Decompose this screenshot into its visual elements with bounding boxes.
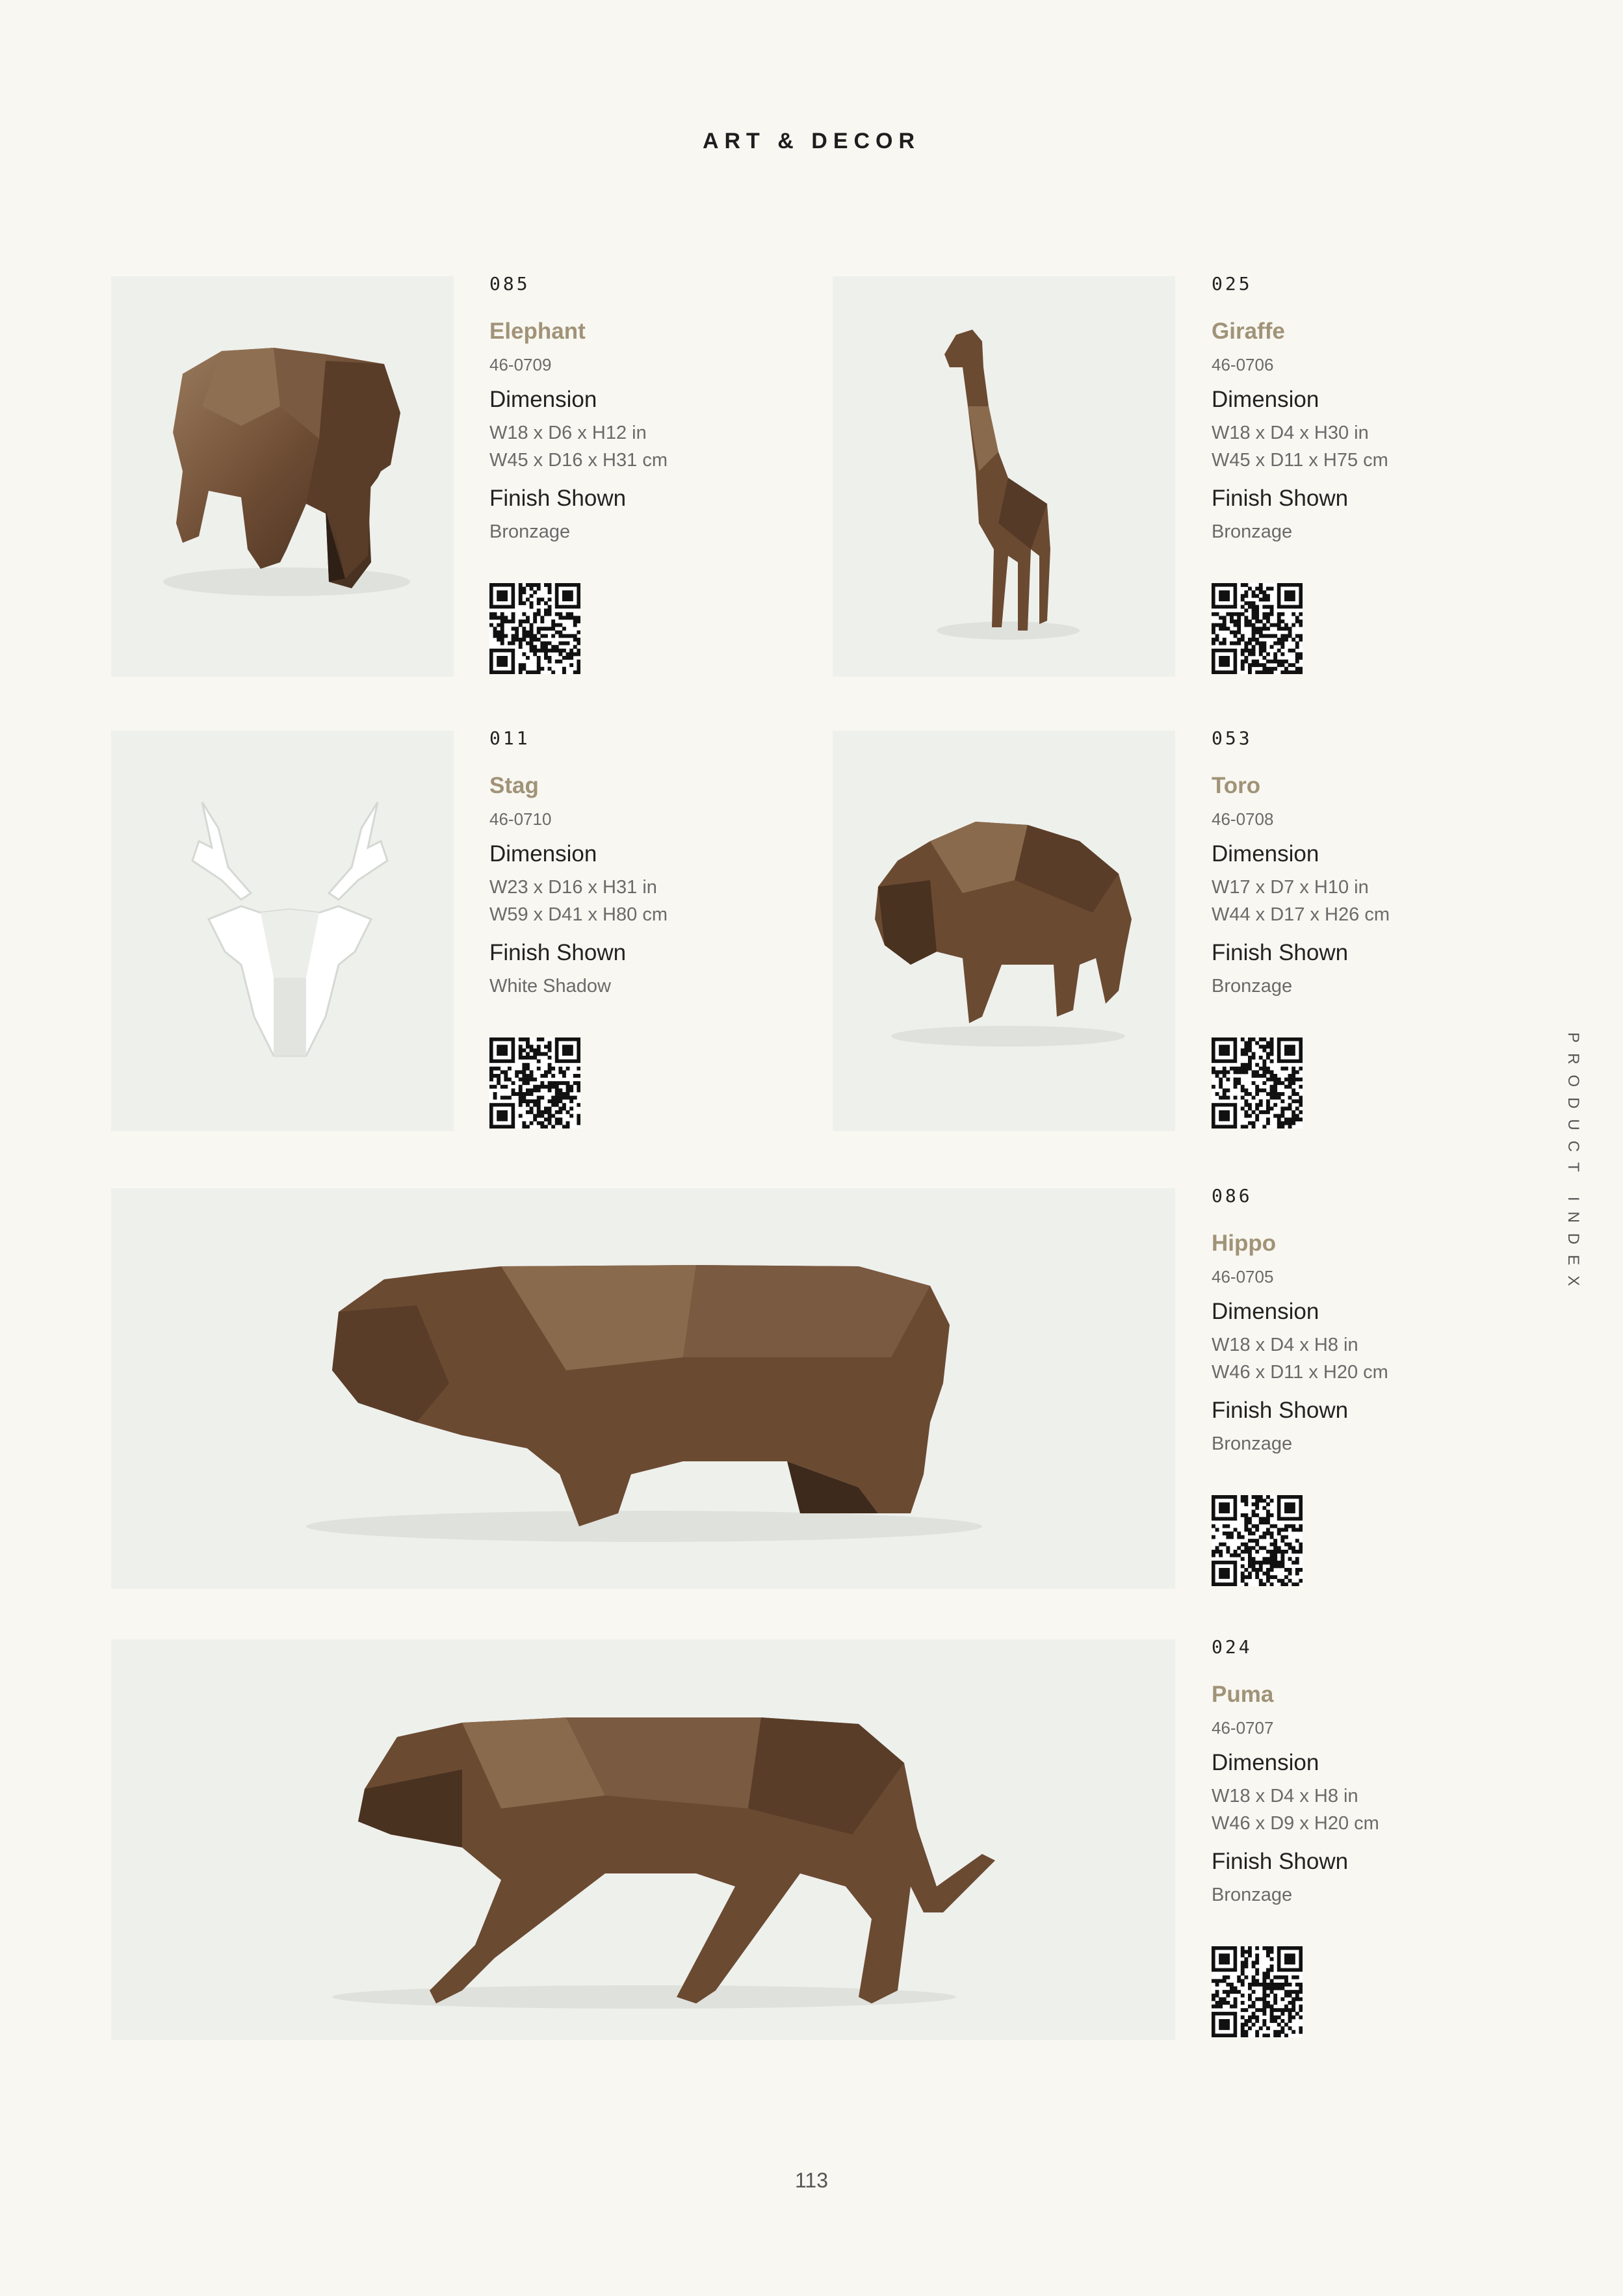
product-sku: 46-0709	[489, 355, 552, 374]
product-stag	[489, 727, 762, 1128]
product-code: 086	[1212, 1185, 1253, 1207]
dimension-cm: W46 x D11 x H20 cm	[1212, 1362, 1388, 1383]
finish-label: Finish Shown	[1212, 486, 1349, 511]
dimension-inches: W18 x D4 x H30 in	[1212, 423, 1369, 443]
product-giraffe	[1212, 273, 1485, 674]
finish-label: Finish Shown	[1212, 1398, 1349, 1423]
product-name: Puma	[1212, 1682, 1274, 1707]
product-puma	[1212, 1636, 1485, 2037]
qr-pattern	[1212, 1037, 1303, 1128]
dimension-label: Dimension	[489, 841, 597, 867]
product-name: Giraffe	[1212, 319, 1285, 344]
qr-pattern	[1212, 583, 1303, 674]
dimension-inches: W17 x D7 x H10 in	[1212, 877, 1369, 898]
dimension-label: Dimension	[1212, 1299, 1319, 1324]
dimension-inches: W23 x D16 x H31 in	[489, 877, 657, 898]
dimension-cm: W46 x D9 x H20 cm	[1212, 1813, 1379, 1834]
finish-label: Finish Shown	[1212, 1849, 1349, 1874]
qr-pattern	[489, 1037, 580, 1128]
product-name: Hippo	[1212, 1231, 1277, 1256]
qr-pattern	[489, 583, 580, 674]
product-sku: 46-0708	[1212, 809, 1274, 829]
product-code: 011	[489, 727, 530, 749]
product-code: 053	[1212, 727, 1253, 749]
elephant-photo	[111, 276, 454, 677]
finish-value: White Shadow	[489, 976, 611, 997]
qr-code[interactable]	[489, 1037, 580, 1128]
finish-value: Bronzage	[1212, 1433, 1293, 1454]
product-code: 024	[1212, 1636, 1253, 1658]
finish-value: Bronzage	[489, 521, 571, 542]
product-hippo	[1212, 1185, 1485, 1586]
qr-pattern	[1212, 1495, 1303, 1586]
product-sku: 46-0706	[1212, 355, 1274, 374]
toro-photo	[833, 731, 1175, 1131]
qr-code[interactable]	[489, 583, 580, 674]
giraffe-photo	[833, 276, 1175, 677]
dimension-label: Dimension	[1212, 1750, 1319, 1775]
finish-label: Finish Shown	[489, 486, 627, 511]
stag-photo	[111, 731, 454, 1131]
product-sku: 46-0707	[1212, 1718, 1274, 1738]
product-code: 085	[489, 273, 530, 294]
dimension-cm: W45 x D11 x H75 cm	[1212, 450, 1388, 471]
dimension-label: Dimension	[1212, 841, 1319, 867]
qr-code[interactable]	[1212, 1495, 1303, 1586]
page-heading: ART & DECOR	[702, 129, 921, 153]
dimension-inches: W18 x D4 x H8 in	[1212, 1335, 1358, 1355]
product-elephant	[489, 273, 762, 674]
product-sku: 46-0710	[489, 809, 552, 829]
side-label-product-index: PRODUCT INDEX	[1565, 1032, 1582, 1297]
puma-photo	[111, 1639, 1175, 2040]
dimension-cm: W44 x D17 x H26 cm	[1212, 904, 1390, 925]
finish-value: Bronzage	[1212, 976, 1293, 997]
dimension-cm: W45 x D16 x H31 cm	[489, 450, 668, 471]
qr-code[interactable]	[1212, 1037, 1303, 1128]
dimension-inches: W18 x D6 x H12 in	[489, 423, 647, 443]
product-sku: 46-0705	[1212, 1267, 1274, 1286]
finish-label: Finish Shown	[1212, 940, 1349, 965]
qr-code[interactable]	[1212, 1946, 1303, 2037]
dimension-inches: W18 x D4 x H8 in	[1212, 1786, 1358, 1807]
dimension-label: Dimension	[489, 387, 597, 412]
product-toro	[1212, 727, 1485, 1128]
finish-value: Bronzage	[1212, 521, 1293, 542]
qr-code[interactable]	[1212, 583, 1303, 674]
dimension-cm: W59 x D41 x H80 cm	[489, 904, 668, 925]
product-code: 025	[1212, 273, 1253, 294]
page-number: 113	[794, 2169, 828, 2192]
product-name: Elephant	[489, 319, 586, 344]
finish-label: Finish Shown	[489, 940, 627, 965]
hippo-photo	[111, 1188, 1175, 1589]
product-name: Stag	[489, 773, 539, 798]
product-name: Toro	[1212, 773, 1261, 798]
finish-value: Bronzage	[1212, 1885, 1293, 1905]
qr-pattern	[1212, 1946, 1303, 2037]
dimension-label: Dimension	[1212, 387, 1319, 412]
